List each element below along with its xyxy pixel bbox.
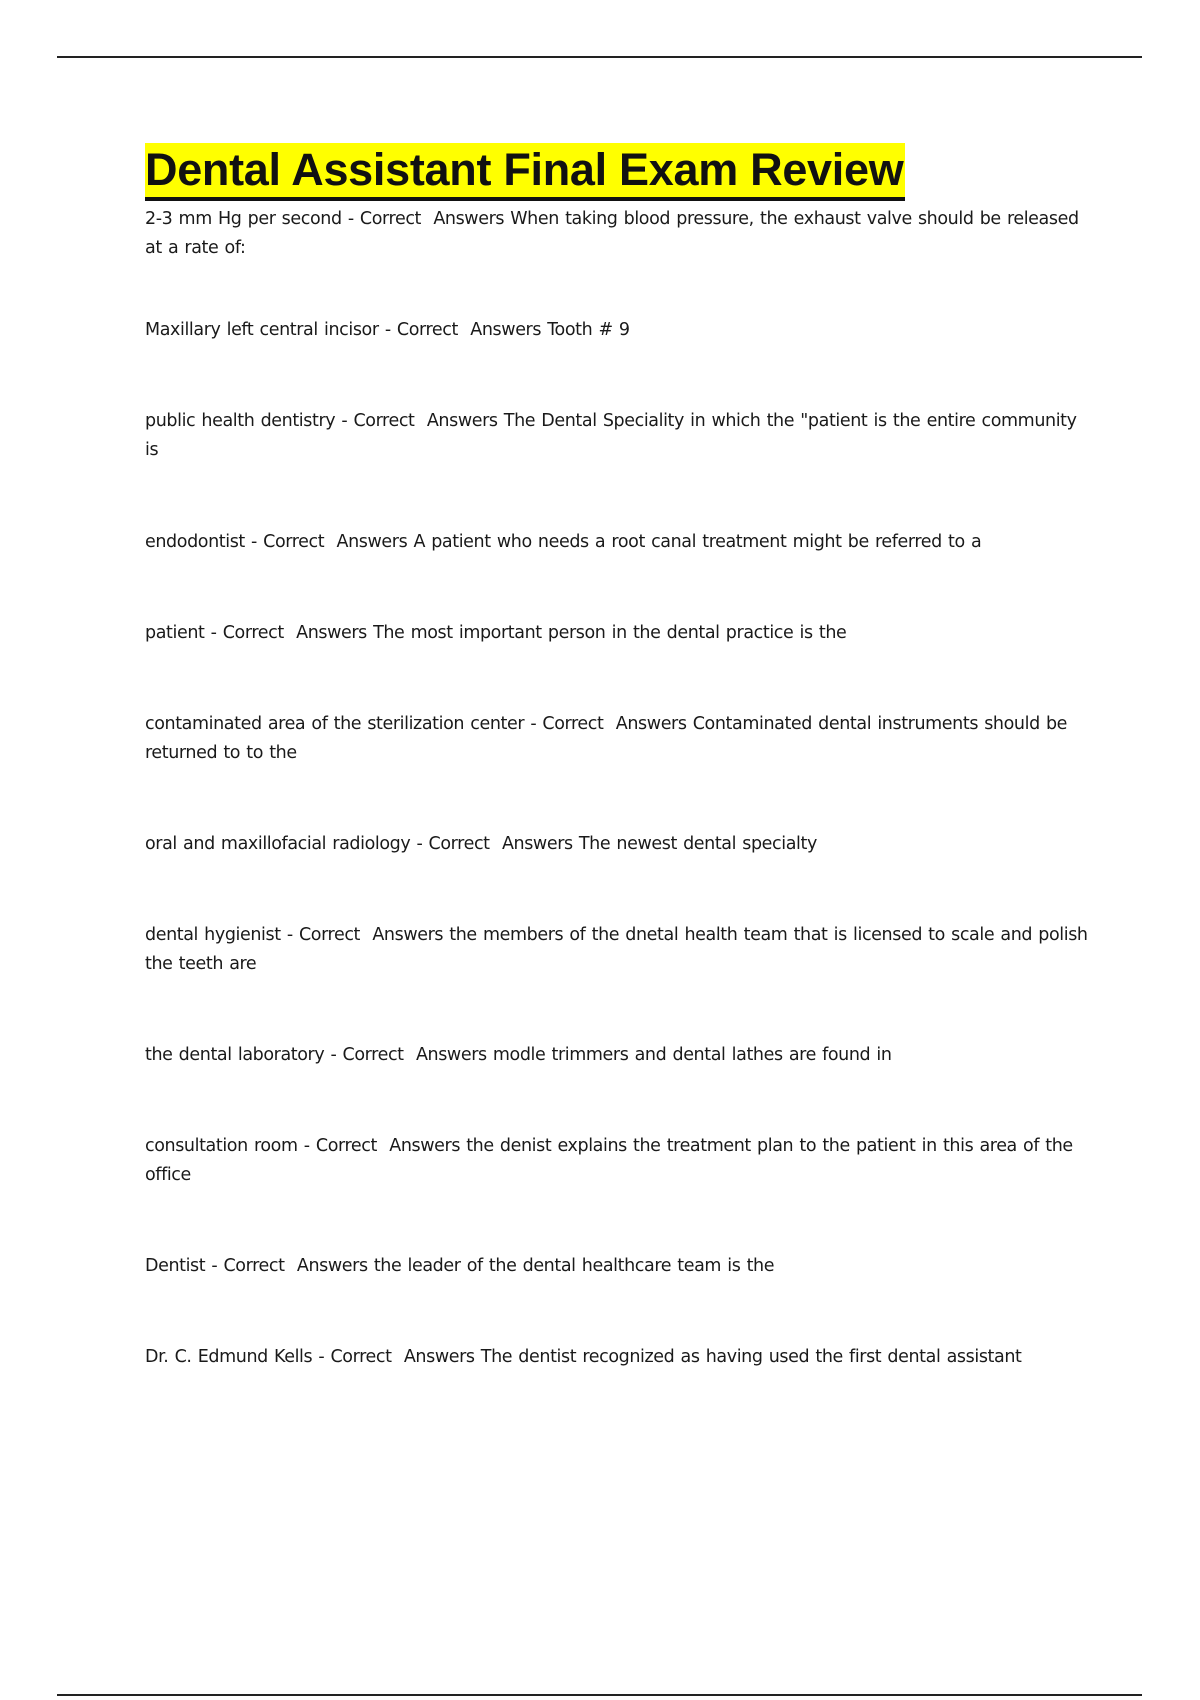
qa-question: modle trimmers and dental lathes are found in	[492, 1045, 892, 1065]
qa-question: The dentist recognized as having used the first dental assistant	[480, 1347, 1022, 1367]
qa-separator: - Correct Answers	[312, 1347, 481, 1367]
qa-item	[145, 619, 1095, 648]
qa-answer: public health dentistry	[145, 411, 336, 431]
qa-item	[145, 1132, 1095, 1190]
qa-answer: endodontist	[145, 532, 245, 552]
qa-answer: Maxillary left central incisor	[145, 320, 379, 340]
qa-answer: the dental laboratory	[145, 1045, 325, 1065]
qa-separator: - Correct Answers	[204, 623, 374, 643]
qa-separator: - Correct Answers	[410, 834, 579, 854]
bottom-divider	[57, 1694, 1142, 1696]
qa-answer: patient	[145, 623, 205, 643]
qa-question: the denist explains the treatment plan to the patient in this area of the office	[145, 1136, 1073, 1185]
qa-question: A patient who needs a root canal treatment might be referred to a	[413, 532, 982, 552]
qa-answer: consultation room	[145, 1136, 298, 1156]
qa-question: The most important person in the dental practice is the	[373, 623, 847, 643]
qa-question: Tooth # 9	[547, 320, 630, 340]
qa-item	[145, 830, 1095, 859]
qa-item	[145, 316, 1095, 345]
qa-separator: - Correct Answers	[244, 532, 414, 552]
qa-separator: - Correct Answers	[335, 411, 504, 431]
qa-item	[145, 407, 1095, 465]
qa-separator: - Correct Answers	[524, 714, 693, 734]
qa-answer: Dentist	[145, 1256, 206, 1276]
qa-separator: - Correct Answers	[378, 320, 548, 340]
qa-item	[145, 528, 1095, 557]
qa-question: Contaminated dental instruments should be returned to to the	[145, 714, 1068, 763]
qa-item	[145, 710, 1095, 768]
qa-question: the leader of the dental healthcare team is the	[373, 1256, 775, 1276]
qa-item	[145, 1041, 1095, 1070]
qa-answer: contaminated area of the sterilization center	[145, 714, 525, 734]
qa-separator: - Correct Answers	[341, 209, 511, 229]
qa-separator: - Correct Answers	[205, 1256, 374, 1276]
qa-question: When taking blood pressure, the exhaust valve should be released at a rate of:	[145, 209, 1079, 258]
qa-separator: - Correct Answers	[297, 1136, 467, 1156]
qa-item	[145, 205, 1095, 263]
qa-item	[145, 1343, 1095, 1372]
page-title: Dental Assistant Final Exam Review	[145, 143, 905, 201]
qa-answer: 2-3 mm Hg per second	[145, 209, 342, 229]
qa-list	[145, 205, 1095, 1372]
qa-answer: Dr. C. Edmund Kells	[145, 1347, 313, 1367]
qa-answer: oral and maxillofacial radiology	[145, 834, 411, 854]
qa-question: The Dental Speciality in which the "patient is the entire community is	[145, 411, 1077, 460]
top-divider	[57, 56, 1142, 58]
qa-question: the members of the dnetal health team that is licensed to scale and polish the teeth are	[145, 925, 1088, 974]
qa-separator: - Correct Answers	[280, 925, 450, 945]
qa-question: The newest dental specialty	[578, 834, 817, 854]
qa-item	[145, 1252, 1095, 1281]
document-body	[145, 143, 1095, 1372]
qa-answer: dental hygienist	[145, 925, 281, 945]
qa-item	[145, 921, 1095, 979]
qa-separator: - Correct Answers	[324, 1045, 493, 1065]
